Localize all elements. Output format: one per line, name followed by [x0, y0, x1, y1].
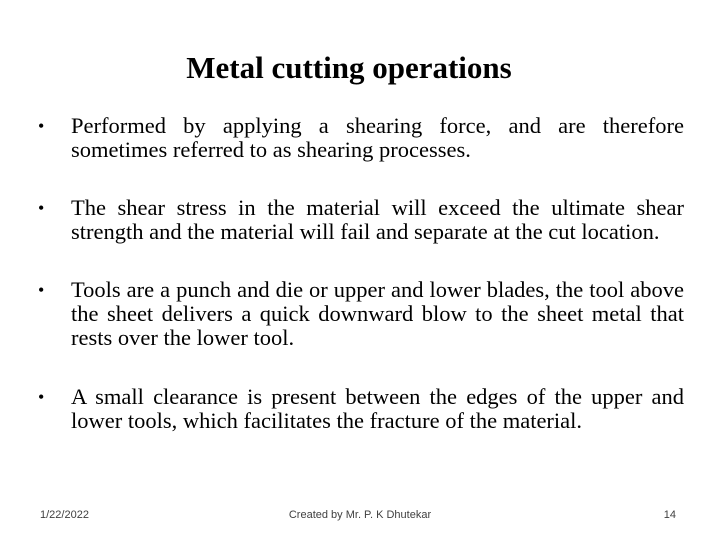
- bullet-item: [38, 114, 684, 162]
- bullet-dot-icon: •: [38, 198, 45, 218]
- bullet-item: [38, 196, 684, 244]
- bullet-text: The shear stress in the material will exceed the ultimate shear strength and the material will fail and separate at the cut location.: [71, 195, 684, 244]
- bullet-dot-icon: •: [38, 116, 45, 136]
- bullet-dot-icon: •: [38, 280, 45, 300]
- bullet-text: Performed by applying a shearing force, and are therefore sometimes referred to as shearing processes.: [71, 113, 684, 162]
- bullet-item: [38, 278, 684, 350]
- bullet-item: [38, 385, 684, 433]
- bullet-text: Tools are a punch and die or upper and lower blades, the tool above the sheet delivers a quick downward blow to the sheet metal that rests over the lower tool.: [71, 277, 684, 350]
- footer-author: Created by Mr. P. K Dhutekar: [288, 509, 432, 521]
- slide-title: Metal cutting operations: [186, 50, 512, 85]
- footer-page-number: 14: [663, 509, 676, 521]
- bullet-dot-icon: •: [38, 387, 45, 407]
- footer-date: 1/22/2022: [40, 509, 89, 521]
- bullet-list: [38, 114, 684, 467]
- bullet-text: A small clearance is present between the edges of the upper and lower tools, which facilitates the fracture of the material.: [71, 384, 684, 433]
